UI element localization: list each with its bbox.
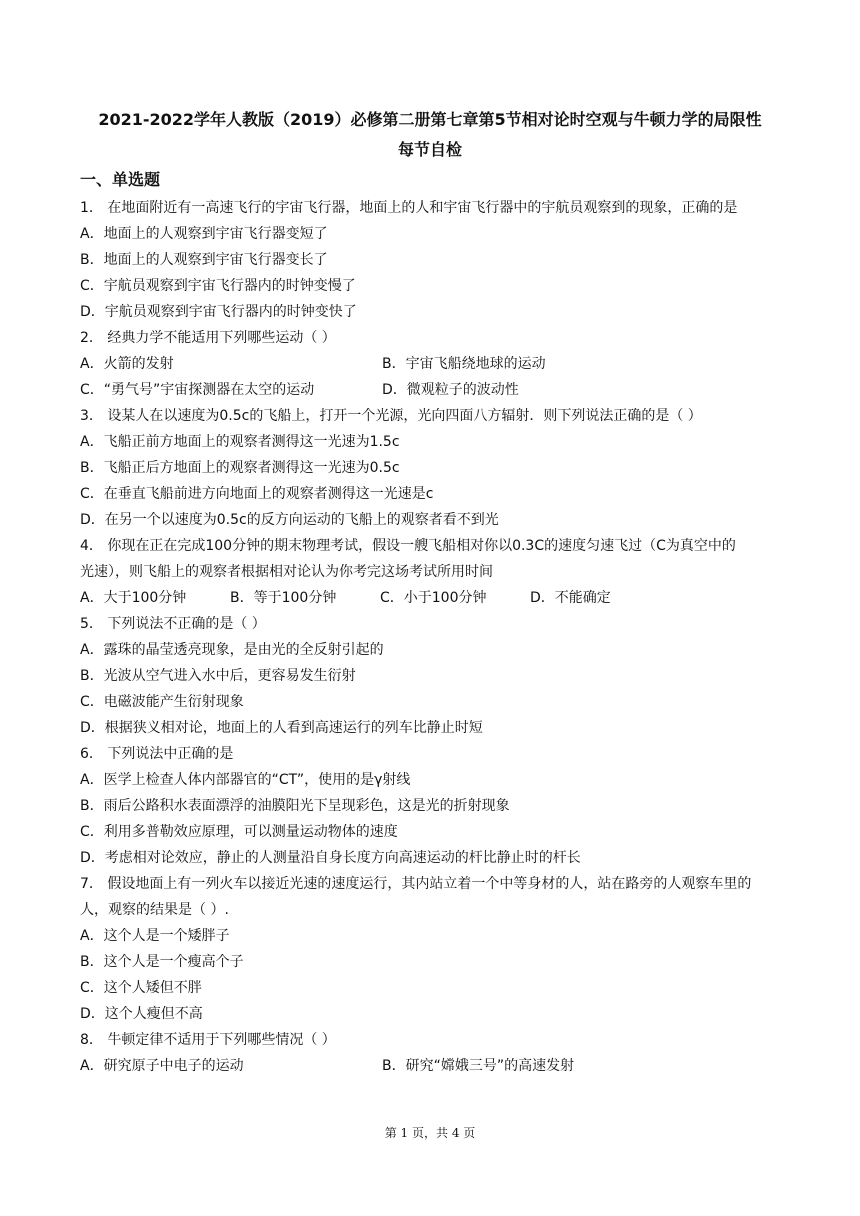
- question-7-stem-line-1: 7． 假设地面上有一列火车以接近光速的速度运行，其内站立着一个中等身材的人，站在路旁的人观察车里的: [80, 876, 752, 892]
- question-8-option-a: A．研究原子中电子的运动: [80, 1058, 244, 1074]
- question-1-option-b: B．地面上的人观察到宇宙飞行器变长了: [80, 252, 328, 268]
- question-1-option-c: C．宇航员观察到宇宙飞行器内的时钟变慢了: [80, 278, 356, 294]
- question-2-option-c: C．“勇气号”宇宙探测器在太空的运动: [80, 382, 315, 398]
- question-5-option-d: D．根据狭义相对论，地面上的人看到高速运行的列车比静止时短: [80, 720, 483, 736]
- question-7-stem-line-2: 人，观察的结果是（ ）.: [80, 902, 229, 918]
- question-7-option-b: B．这个人是一个瘦高个子: [80, 954, 244, 970]
- question-1-option-d: D．宇航员观察到宇宙飞行器内的时钟变快了: [80, 304, 357, 320]
- question-1-option-a: A．地面上的人观察到宇宙飞行器变短了: [80, 226, 328, 242]
- question-4-stem-line-2: 光速），则飞船上的观察者根据相对论认为你考完这场考试所用时间: [80, 564, 493, 580]
- question-5-option-b: B．光波从空气进入水中后，更容易发生衍射: [80, 668, 356, 684]
- question-4-stem-line-1: 4． 你现在正在完成100分钟的期末物理考试，假设一艘飞船相对你以0.3C的速度匀速飞过（C为真空中的: [80, 538, 736, 554]
- question-5-stem: 5． 下列说法不正确的是（ ）: [80, 616, 266, 632]
- question-8-option-b: B．研究“嫦娥三号”的高速发射: [382, 1058, 575, 1074]
- question-4-option-c: C．小于100分钟: [380, 590, 487, 606]
- question-1-stem: 1． 在地面附近有一高速飞行的宇宙飞行器，地面上的人和宇宙飞行器中的宇航员观察到的现象，正确的是: [80, 200, 738, 216]
- question-2-stem: 2． 经典力学不能适用下列哪些运动（ ）: [80, 330, 336, 346]
- section-heading: 一、单选题: [80, 170, 161, 189]
- question-6-option-d: D．考虑相对论效应，静止的人测量沿自身长度方向高速运动的杆比静止时的杆长: [80, 850, 581, 866]
- document-title-line-1: 2021-2022学年人教版（2019）必修第二册第七章第5节相对论时空观与牛顿力学的局限性: [98, 110, 762, 129]
- question-3-option-d: D．在另一个以速度为0.5c的反方向运动的飞船上的观察者看不到光: [80, 512, 499, 528]
- question-2-option-a: A．火箭的发射: [80, 356, 174, 372]
- page-footer: 第 1 页，共 4 页: [384, 1126, 476, 1140]
- question-7-option-a: A．这个人是一个矮胖子: [80, 928, 230, 944]
- question-2-option-b: B．宇宙飞船绕地球的运动: [382, 356, 546, 372]
- question-2-option-d: D．微观粒子的波动性: [382, 382, 519, 398]
- question-3-option-c: C．在垂直飞船前进方向地面上的观察者测得这一光速是c: [80, 486, 434, 502]
- question-7-option-c: C．这个人矮但不胖: [80, 980, 202, 996]
- question-6-option-b: B．雨后公路积水表面漂浮的油膜阳光下呈现彩色，这是光的折射现象: [80, 798, 510, 814]
- question-6-stem: 6． 下列说法中正确的是: [80, 746, 234, 762]
- question-4-option-a: A．大于100分钟: [80, 590, 187, 606]
- question-4-option-d: D．不能确定: [530, 590, 611, 606]
- document-title-line-2: 每节自检: [397, 140, 462, 159]
- question-6-option-a: A．医学上检查人体内部器官的“CT”，使用的是γ射线: [80, 772, 411, 788]
- question-4-option-b: B．等于100分钟: [230, 590, 337, 606]
- question-5-option-c: C．电磁波能产生衍射现象: [80, 694, 244, 710]
- question-6-option-c: C．利用多普勒效应原理，可以测量运动物体的速度: [80, 824, 398, 840]
- question-7-option-d: D．这个人瘦但不高: [80, 1006, 203, 1022]
- question-5-option-a: A．露珠的晶莹透亮现象，是由光的全反射引起的: [80, 642, 384, 658]
- question-3-option-a: A．飞船正前方地面上的观察者测得这一光速为1.5c: [80, 434, 400, 450]
- question-3-stem: 3． 设某人在以速度为0.5c的飞船上，打开一个光源，光向四面八方辐射．则下列说法正确的是（ ）: [80, 408, 702, 424]
- question-3-option-b: B．飞船正后方地面上的观察者测得这一光速为0.5c: [80, 460, 400, 476]
- question-8-stem: 8． 牛顿定律不适用于下列哪些情况（ ）: [80, 1032, 336, 1048]
